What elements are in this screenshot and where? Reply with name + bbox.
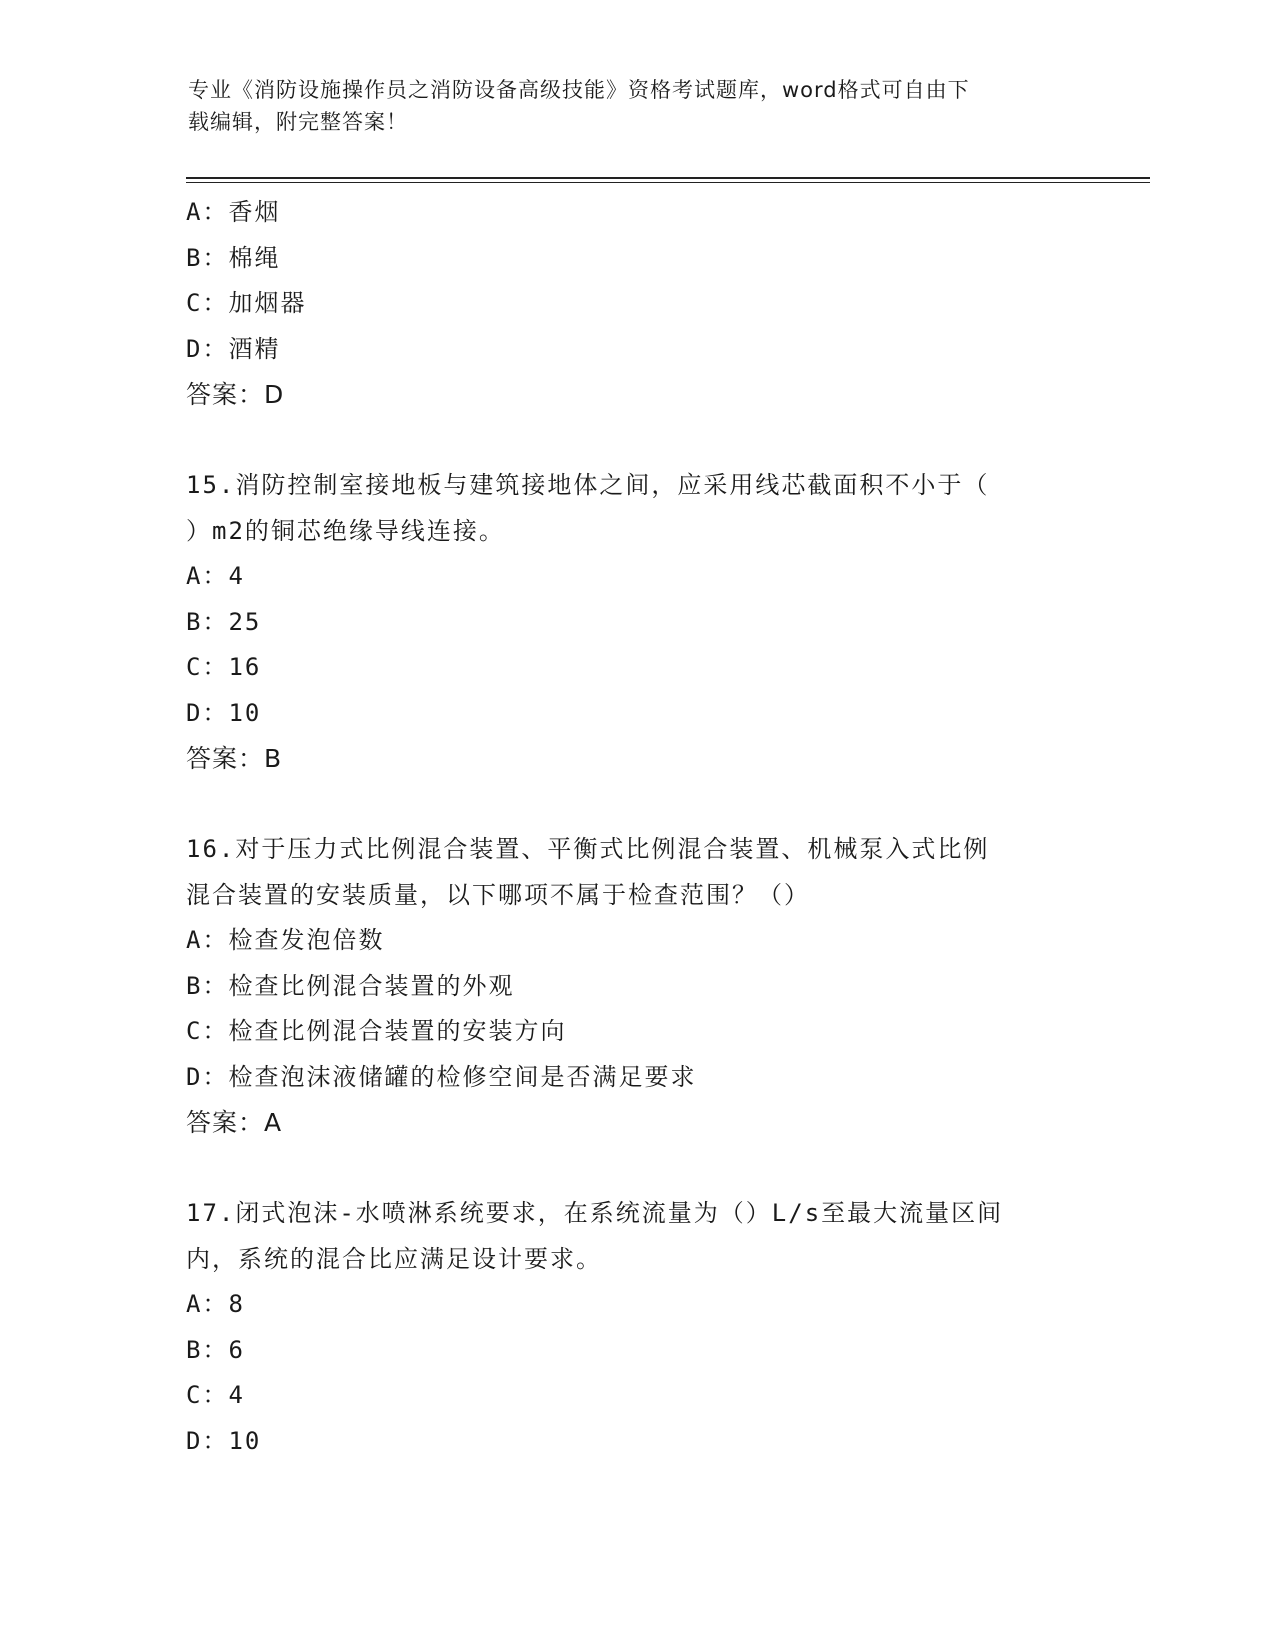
option-b: B：检查比例混合装置的外观 <box>186 971 515 1000</box>
question-16 <box>186 827 1086 1146</box>
spacer <box>186 1146 1086 1192</box>
header-rule-thin <box>186 182 1150 183</box>
question-17 <box>186 1191 1086 1464</box>
option-a: A：8 <box>186 1290 245 1318</box>
option-d: D：10 <box>186 698 262 727</box>
answer-line: 答案：A <box>186 1108 283 1137</box>
spacer <box>186 782 1086 828</box>
question-stem-line-1: 16.对于压力式比例混合装置、平衡式比例混合装置、机械泵入式比例 <box>186 835 990 863</box>
header-line-1: 专业《消防设施操作员之消防设备高级技能》资格考试题库，word格式可自由下 <box>188 78 970 102</box>
question-15 <box>186 463 1086 782</box>
option-d: D：10 <box>186 1426 262 1455</box>
document-header <box>188 74 1068 138</box>
option-d: D：检查泡沫液储罐的检修空间是否满足要求 <box>186 1062 697 1091</box>
question-14 <box>186 190 1086 418</box>
option-d: D：酒精 <box>186 334 281 363</box>
option-c: C：检查比例混合装置的安装方向 <box>186 1017 567 1045</box>
option-b: B：25 <box>186 607 262 636</box>
answer-line: 答案：D <box>186 380 285 409</box>
header-line-2: 载编辑，附完整答案！ <box>188 110 408 134</box>
option-c: C：4 <box>186 1381 245 1409</box>
option-b: B：棉绳 <box>186 243 281 272</box>
header-rule-thick <box>186 177 1150 179</box>
option-b: B：6 <box>186 1335 245 1364</box>
answer-line: 答案：B <box>186 744 283 773</box>
option-a: A：香烟 <box>186 198 281 226</box>
spacer <box>186 418 1086 464</box>
question-stem-line-1: 15.消防控制室接地板与建筑接地体之间，应采用线芯截面积不小于（ <box>186 471 990 499</box>
option-a: A：4 <box>186 562 245 590</box>
question-stem-line-2: 内，系统的混合比应满足设计要求。 <box>186 1244 602 1273</box>
question-stem-line-2: ）m2的铜芯绝缘导线连接。 <box>186 516 505 545</box>
option-a: A：检查发泡倍数 <box>186 926 385 954</box>
question-list <box>186 190 1086 1464</box>
question-stem-line-1: 17.闭式泡沫-水喷淋系统要求，在系统流量为（）L/s至最大流量区间 <box>186 1199 1004 1227</box>
option-c: C：16 <box>186 653 262 681</box>
option-c: C：加烟器 <box>186 289 307 317</box>
question-stem-line-2: 混合装置的安装质量，以下哪项不属于检查范围？（） <box>186 880 810 909</box>
